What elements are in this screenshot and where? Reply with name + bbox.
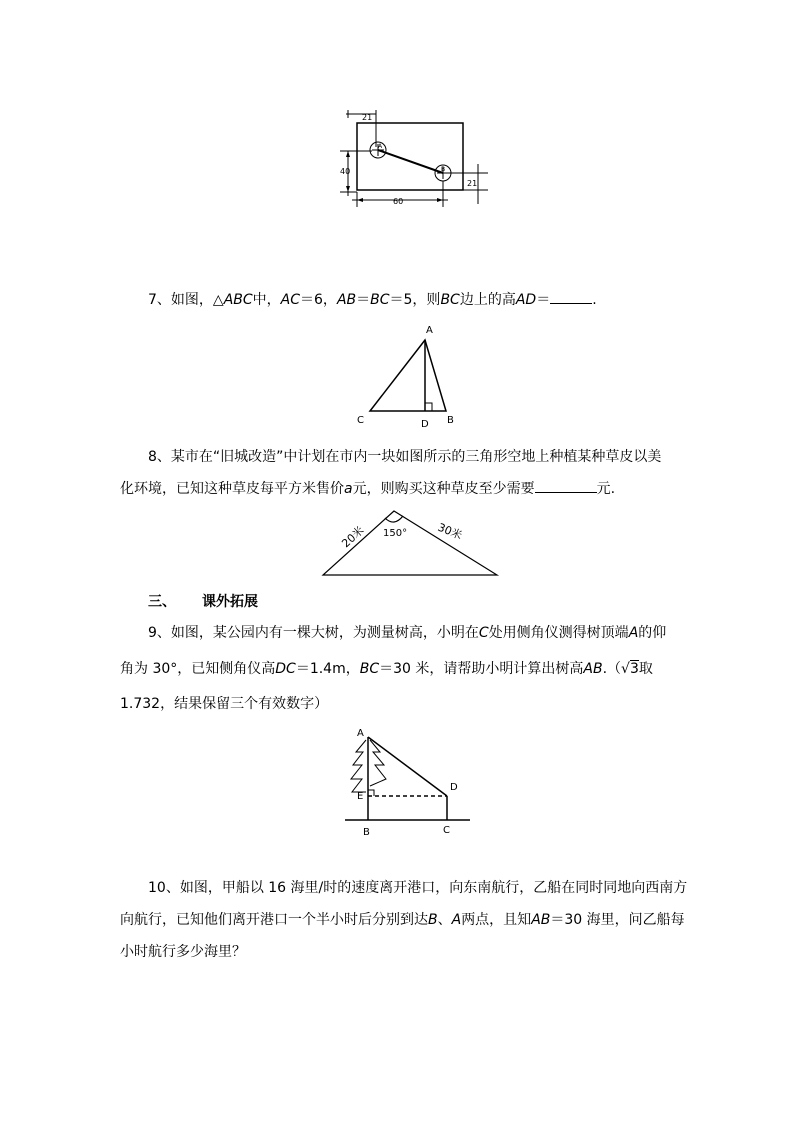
q9-a: A bbox=[628, 625, 639, 641]
label-20m: 20米 bbox=[339, 523, 367, 551]
q9-l2-mid2: ＝30 米，请帮助小明计算出树高 bbox=[379, 661, 584, 677]
q7-prefix: 7、如图，△ bbox=[148, 292, 224, 308]
label-a: A bbox=[378, 143, 383, 150]
q7-t6: ＝ bbox=[536, 292, 551, 308]
q8-line2-pre: 化环境，已知这种草皮每平方米售价 bbox=[120, 481, 344, 497]
q7-ac: AC bbox=[280, 292, 301, 308]
q7-ad: AD bbox=[515, 292, 537, 308]
label-d: D bbox=[421, 419, 429, 430]
q10-l1: 10、如图，甲船以 16 海里/时的速度离开港口，向东南航行，乙船在同时同地向西南方 bbox=[148, 880, 688, 896]
q10-l2-mid: 两点，且知 bbox=[461, 912, 532, 928]
q7-end: . bbox=[592, 292, 597, 308]
label-21-top: 21 bbox=[362, 113, 373, 122]
label-e: E bbox=[357, 791, 364, 802]
figure-triangle-abc bbox=[350, 318, 470, 428]
tree-foliage-right bbox=[370, 740, 386, 786]
figure-tree-measurement bbox=[340, 722, 480, 837]
triangle-abc bbox=[370, 340, 446, 411]
label-60: 60 bbox=[393, 197, 404, 206]
section-title: 课外拓展 bbox=[202, 594, 258, 610]
sqrt-symbol: √ bbox=[621, 661, 630, 677]
section-number: 三、 bbox=[148, 594, 176, 610]
label-d: D bbox=[450, 782, 458, 793]
label-a: A bbox=[426, 325, 433, 336]
q9-sqrt-num: 3 bbox=[629, 661, 639, 677]
q9-bc: BC bbox=[359, 661, 380, 677]
q7-abc: ABC bbox=[223, 292, 253, 308]
q9-l2-pre: 角为 30°，已知侧角仪高 bbox=[120, 661, 276, 677]
q7-t2: ＝6， bbox=[300, 292, 337, 308]
q8-var-a: a bbox=[344, 481, 353, 497]
q7-ab: AB bbox=[336, 292, 357, 308]
label-b: B bbox=[363, 827, 370, 838]
q10-l3: 小时航行多少海里？ bbox=[120, 944, 246, 960]
answer-blank-7[interactable] bbox=[550, 289, 592, 304]
label-c: C bbox=[443, 825, 450, 836]
label-30m: 30米 bbox=[435, 520, 464, 543]
answer-blank-8[interactable] bbox=[535, 478, 597, 493]
label-b: B bbox=[447, 415, 454, 426]
q9-l1-mid: 处用侧角仪测得树顶端 bbox=[488, 625, 629, 641]
q7-t3: ＝ bbox=[356, 292, 371, 308]
q9-l1-pre: 9、如图，某公园内有一棵大树，为测量树高，小明在 bbox=[148, 625, 479, 641]
q9-dc: DC bbox=[275, 661, 296, 677]
q9-l2-tail: 取 bbox=[638, 661, 653, 677]
q8-line1: 8、某市在“旧城改造”中计划在市内一块如图所示的三角形空地上种植某种草皮以美 bbox=[148, 449, 662, 465]
q10-b: B bbox=[428, 912, 438, 928]
line-of-sight bbox=[368, 737, 447, 796]
q7-t5: 边上的高 bbox=[459, 292, 516, 308]
q10-ab: AB bbox=[531, 912, 551, 928]
q10-l2-pre: 向航行，已知他们离开港口一个半小时后分别到达 bbox=[120, 912, 428, 928]
label-150: 150° bbox=[383, 528, 408, 539]
q10-l2-end: ＝30 海里，问乙船每 bbox=[550, 912, 685, 928]
q7-t4: ＝5，则 bbox=[389, 292, 441, 308]
label-40: 40 bbox=[340, 167, 351, 176]
right-angle-e bbox=[368, 790, 374, 796]
right-angle-mark bbox=[425, 403, 432, 411]
q9-l3: 1.732，结果保留三个有效数字） bbox=[120, 696, 329, 712]
q9-ab: AB bbox=[583, 661, 603, 677]
q8-line2-end: 元. bbox=[596, 481, 616, 497]
q9-l2-end: .（ bbox=[602, 661, 622, 677]
figure-rectangle-circles bbox=[330, 100, 500, 210]
q7-bc2: BC bbox=[440, 292, 460, 308]
q7-bc: BC bbox=[370, 292, 390, 308]
q10-a: A bbox=[451, 912, 462, 928]
q9-l2-mid: ＝1.4m， bbox=[295, 661, 360, 677]
label-b: B bbox=[441, 166, 446, 173]
q9-l1-end: 的仰 bbox=[638, 625, 667, 641]
q10-sep: 、 bbox=[437, 912, 452, 928]
q8-line2-mid: 元，则购买这种草皮至少需要 bbox=[352, 481, 535, 497]
label-c: C bbox=[357, 415, 364, 426]
figure-obtuse-triangle bbox=[315, 505, 505, 585]
label-a: A bbox=[357, 728, 364, 739]
q7-t1: 中， bbox=[252, 292, 281, 308]
tree-foliage-left bbox=[351, 740, 366, 792]
label-21-right: 21 bbox=[467, 179, 478, 188]
q9-c: C bbox=[478, 625, 489, 641]
